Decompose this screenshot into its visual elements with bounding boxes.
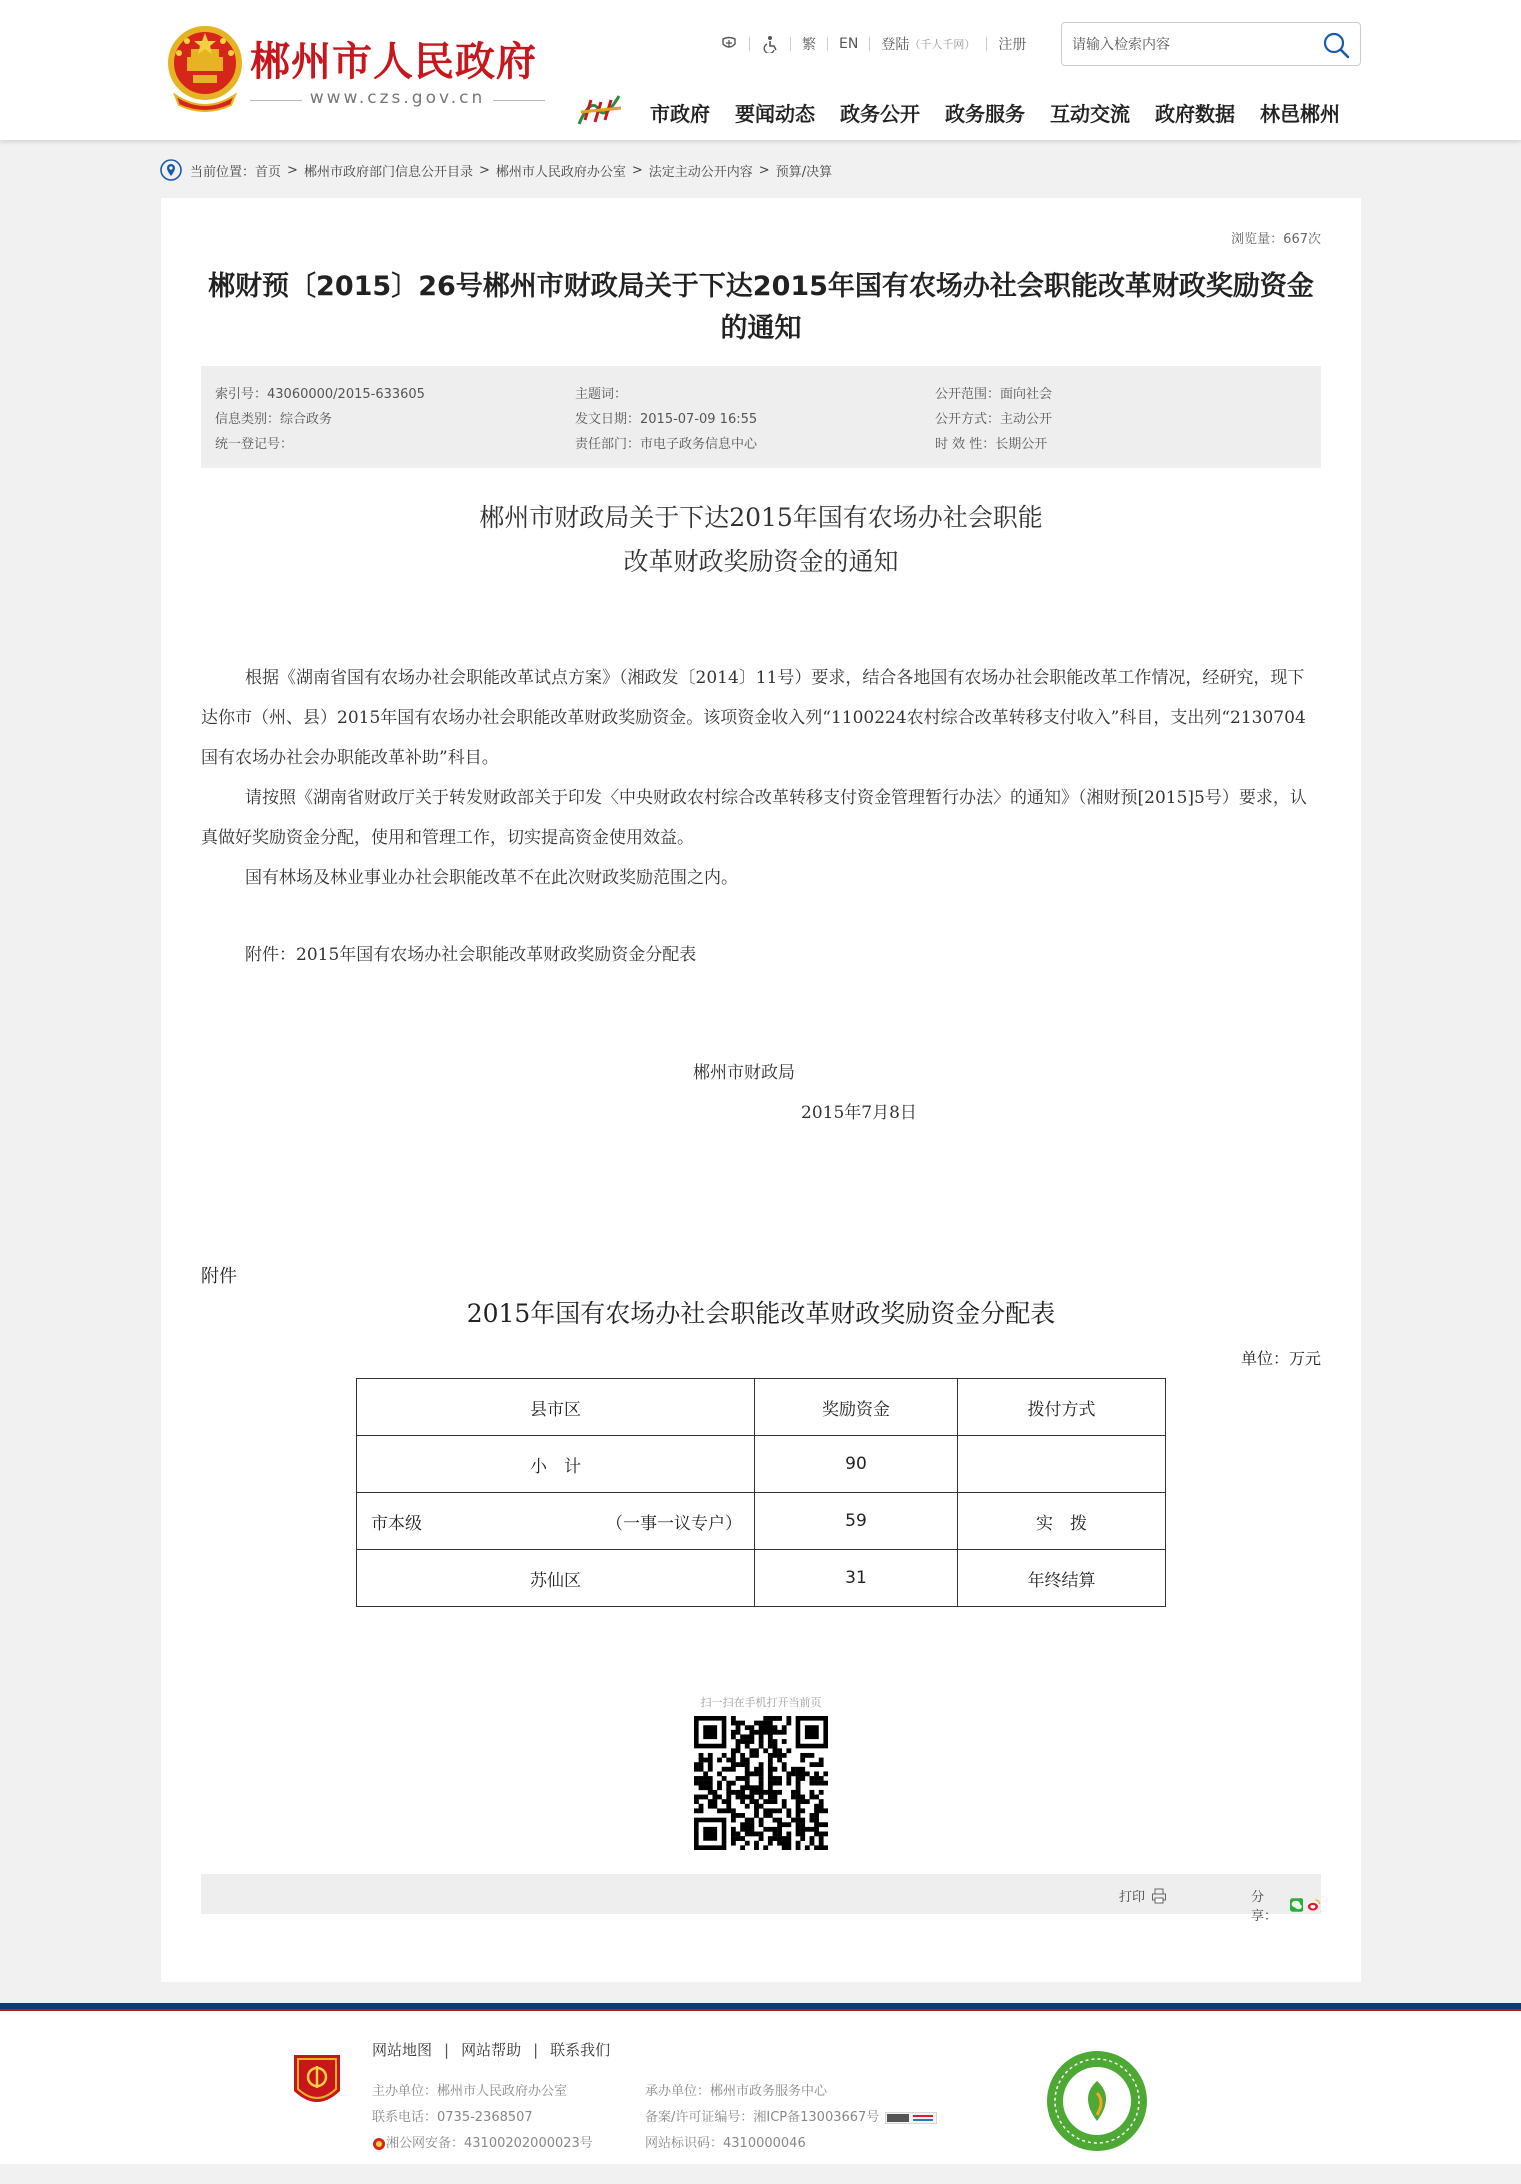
view-count: 浏览量：667次 bbox=[1231, 232, 1321, 247]
search-icon[interactable] bbox=[1322, 31, 1350, 59]
breadcrumb-separator: > bbox=[631, 162, 643, 178]
breadcrumb-item-office[interactable]: 郴州市人民政府办公室 bbox=[495, 164, 626, 180]
body-paragraph: 国有林场及林业事业办社会职能改革不在此次财政奖励范围之内。 bbox=[245, 868, 738, 888]
share-group bbox=[1251, 1886, 1321, 1924]
table-cell-method: 实 拨 bbox=[958, 1493, 1166, 1550]
search-input[interactable] bbox=[1072, 33, 1312, 57]
nav-item-linyi-chenzhou[interactable]: 林邑郴州 bbox=[1260, 102, 1340, 126]
meta-department: 责任部门：市电子政务信息中心 bbox=[575, 437, 758, 452]
meta-unified-no: 统一登记号： bbox=[215, 437, 294, 452]
printer-icon bbox=[1151, 1888, 1167, 1904]
nav-item-data[interactable]: 政府数据 bbox=[1155, 102, 1235, 126]
table-header-cell: 拨付方式 bbox=[958, 1379, 1166, 1436]
table-cell-region bbox=[357, 1493, 755, 1550]
breadcrumb-item-statutory[interactable]: 法定主动公开内容 bbox=[648, 164, 753, 180]
document-heading-line: 改革财政奖励资金的通知 bbox=[623, 547, 899, 576]
table-row bbox=[357, 1550, 1166, 1607]
english-link[interactable]: EN bbox=[839, 36, 859, 52]
meta-index-no: 索引号：43060000/2015-633605 bbox=[215, 387, 425, 402]
signature-organization: 郴州市财政局 bbox=[693, 1063, 795, 1083]
table-header-row bbox=[357, 1379, 1166, 1436]
weibo-icon[interactable] bbox=[1307, 1897, 1321, 1913]
footer-icp-row bbox=[645, 2105, 937, 2131]
table-row bbox=[357, 1493, 1166, 1550]
attachment-reference: 附件：2015年国有农场办社会职能改革财政奖励资金分配表 bbox=[245, 945, 697, 965]
meta-validity: 时 效 性：长期公开 bbox=[935, 437, 1048, 452]
login-sub-label: （千人千网） bbox=[909, 38, 976, 51]
breadcrumb-item-budget[interactable]: 预算/决算 bbox=[775, 164, 833, 180]
share-label: 分享： bbox=[1251, 1890, 1278, 1924]
table-cell-amount: 31 bbox=[755, 1550, 958, 1607]
print-label: 打印 bbox=[1119, 1890, 1146, 1905]
footer-link-sitemap[interactable]: 网站地图 bbox=[372, 2041, 433, 2059]
national-emblem-icon[interactable] bbox=[165, 25, 245, 112]
table-cell-region: 苏仙区 bbox=[357, 1550, 755, 1607]
allocation-table bbox=[356, 1378, 1166, 1607]
footer-icp[interactable]: 备案/许可证编号：湘ICP备13003667号 bbox=[645, 2110, 880, 2125]
unit-label: 单位：万元 bbox=[1240, 1349, 1321, 1368]
breadcrumb bbox=[160, 158, 832, 182]
footer-police-row bbox=[372, 2131, 593, 2157]
footer-link-contact[interactable]: 联系我们 bbox=[550, 2041, 611, 2059]
table-cell-region: 小 计 bbox=[357, 1436, 755, 1493]
toolbar-separator bbox=[827, 37, 828, 51]
footer-phone: 联系电话：0735-2368507 bbox=[372, 2110, 533, 2125]
breadcrumb-separator: > bbox=[287, 162, 298, 178]
footer-site-id: 网站标识码：4310000046 bbox=[645, 2136, 806, 2151]
site-header bbox=[0, 0, 1521, 140]
attachment-label: 附件 bbox=[201, 1266, 237, 1287]
document-heading-line: 郴州市财政局关于下达2015年国有农场办社会职能 bbox=[479, 503, 1043, 532]
qr-code-icon bbox=[694, 1716, 828, 1850]
footer-link-separator: | bbox=[444, 2040, 450, 2059]
table-cell-region-name: 市本级 bbox=[371, 1513, 422, 1534]
meta-mode: 公开方式：主动公开 bbox=[935, 412, 1053, 427]
table-cell-amount: 59 bbox=[755, 1493, 958, 1550]
breadcrumb-separator: > bbox=[478, 162, 490, 178]
site-url: www.czs.gov.cn bbox=[250, 88, 545, 108]
meta-issue-date: 发文日期：2015-07-09 16:55 bbox=[575, 412, 758, 427]
register-link[interactable]: 注册 bbox=[998, 37, 1027, 53]
header-toolbar bbox=[720, 34, 1026, 54]
allocation-table-title: 2015年国有农场办社会职能改革财政奖励资金分配表 bbox=[466, 1299, 1056, 1328]
meta-scope: 公开范围：面向社会 bbox=[935, 387, 1053, 402]
table-cell-method bbox=[958, 1436, 1166, 1493]
breadcrumb-item-home[interactable]: 首页 bbox=[255, 164, 282, 180]
footer-info-right bbox=[645, 2079, 937, 2157]
meta-subject: 主题词： bbox=[575, 387, 628, 402]
nav-item-open-government[interactable]: 政务公开 bbox=[840, 102, 920, 126]
main-nav bbox=[575, 90, 1365, 130]
toolbar-separator bbox=[790, 37, 791, 51]
footer-link-help[interactable]: 网站帮助 bbox=[461, 2041, 522, 2059]
table-cell-amount: 90 bbox=[755, 1436, 958, 1493]
table-cell-region-note: （一事一议专户） bbox=[606, 1513, 742, 1534]
footer-link-separator: | bbox=[533, 2040, 539, 2059]
toolbar-separator bbox=[869, 37, 870, 51]
nav-logo-icon bbox=[575, 90, 627, 130]
article-meta bbox=[201, 366, 1321, 468]
site-name[interactable]: 郴州市人民政府 bbox=[250, 39, 537, 85]
footer-links bbox=[372, 2039, 610, 2060]
qr-code-label: 扫一扫在手机打开当前页 bbox=[700, 1696, 822, 1709]
toolbar-separator bbox=[986, 37, 987, 51]
nav-item-government[interactable]: 市政府 bbox=[650, 102, 710, 126]
nav-item-interaction[interactable]: 互动交流 bbox=[1050, 102, 1130, 126]
civilized-city-badge-icon[interactable] bbox=[1045, 2049, 1149, 2153]
breadcrumb-label: 当前位置： bbox=[190, 164, 256, 180]
table-header-cell: 县市区 bbox=[357, 1379, 755, 1436]
cnzz-badge-icon[interactable] bbox=[885, 2112, 937, 2124]
traditional-chinese-link[interactable]: 繁 bbox=[802, 37, 816, 53]
breadcrumb-item-catalog[interactable]: 郴州市政府部门信息公开目录 bbox=[303, 164, 473, 180]
police-emblem-icon bbox=[372, 2137, 386, 2151]
meta-info-category: 信息类别：综合政务 bbox=[215, 412, 333, 427]
party-government-badge-icon[interactable] bbox=[290, 2051, 344, 2113]
footer-police-record[interactable]: 湘公网安备：43100202000023号 bbox=[386, 2136, 593, 2151]
document-body bbox=[201, 658, 1321, 898]
article-title: 郴财预〔2015〕26号郴州市财政局关于下达2015年国有农场办社会职能改革财政奖励资金的通知 bbox=[208, 271, 1314, 344]
wechat-icon[interactable] bbox=[1290, 1897, 1304, 1913]
footer-organizer: 承办单位：郴州市政务服务中心 bbox=[645, 2084, 828, 2099]
elder-mode-icon[interactable] bbox=[720, 35, 738, 53]
body-paragraph: 请按照《湖南省财政厅关于转发财政部关于印发〈中央财政农村综合改革转移支付资金管理暂行办法〉的通知》（湘财预[2015]5号）要求，认真做好奖励资金分配，使用和管理工作，切实提高资金使用效益。 bbox=[201, 788, 1307, 848]
footer-host: 主办单位：郴州市人民政府办公室 bbox=[372, 2084, 568, 2099]
signature-date: 2015年7月8日 bbox=[801, 1103, 917, 1123]
search-box bbox=[1061, 22, 1361, 66]
site-footer bbox=[0, 2003, 1521, 2164]
toolbar-separator bbox=[749, 37, 750, 51]
article-card bbox=[161, 198, 1361, 1982]
login-link[interactable]: 登陆 bbox=[881, 37, 910, 53]
table-header-cell: 奖励资金 bbox=[755, 1379, 958, 1436]
article-actions-bar bbox=[201, 1874, 1321, 1924]
body-paragraph: 根据《湖南省国有农场办社会职能改革试点方案》（湘政发〔2014〕11号）要求，结合各地国有农场办社会职能改革工作情况，经研究，现下达你市（州、县）2015年国有农场办社会职能改革财政奖励资金。该项资金收入列“1100224农村综合改革转移支付收入”科目，支出列“2130704国有农场办社会办职能改革补助”科目。 bbox=[201, 668, 1306, 768]
breadcrumb-separator: > bbox=[758, 162, 770, 178]
table-row bbox=[357, 1436, 1166, 1493]
nav-item-news[interactable]: 要闻动态 bbox=[735, 102, 815, 126]
table-cell-method: 年终结算 bbox=[958, 1550, 1166, 1607]
document-heading bbox=[201, 496, 1321, 584]
accessibility-icon[interactable] bbox=[761, 35, 779, 53]
nav-item-services[interactable]: 政务服务 bbox=[945, 102, 1025, 126]
footer-info-left bbox=[372, 2079, 593, 2157]
location-pin-icon bbox=[160, 159, 182, 181]
print-button[interactable] bbox=[1119, 1886, 1167, 1905]
